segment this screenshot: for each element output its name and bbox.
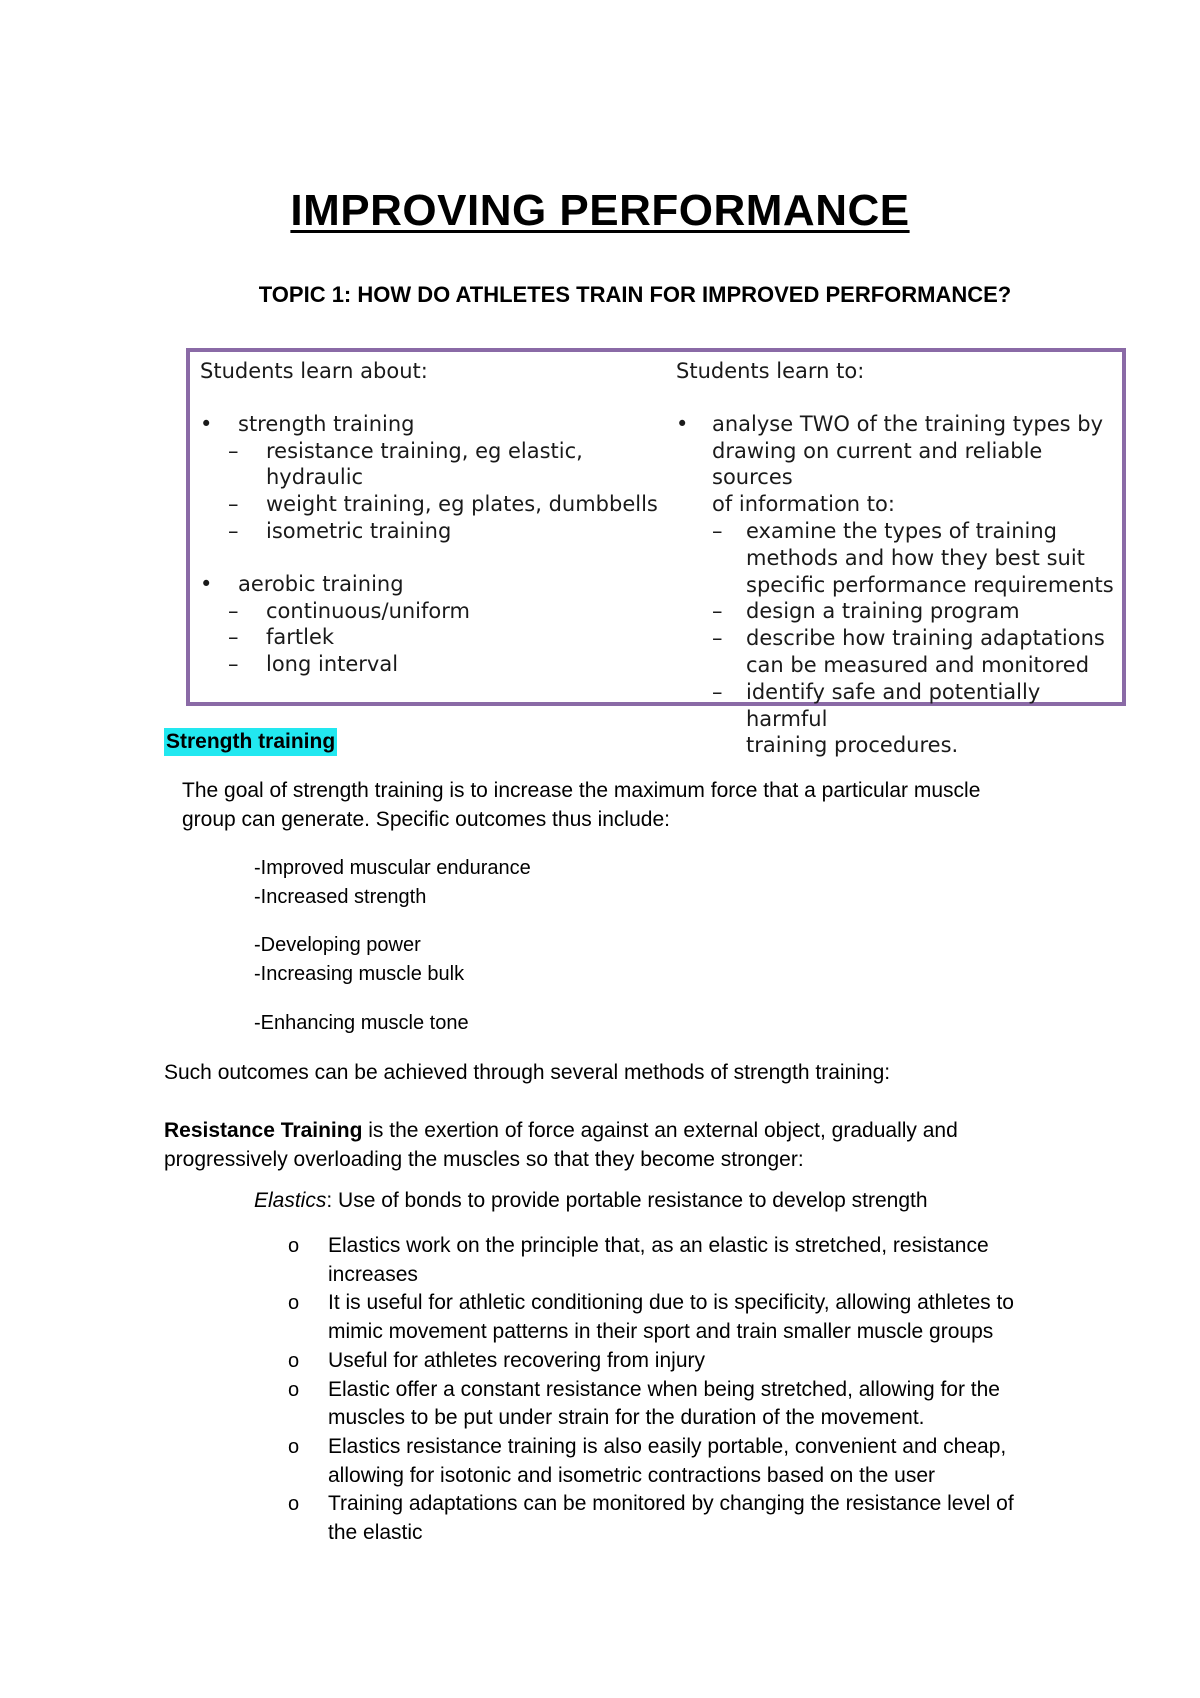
circle-bullet-icon: o <box>288 1378 300 1401</box>
learn-to-subitem-continuation <box>676 572 1116 599</box>
outcome-item: -Increased strength <box>254 886 427 908</box>
learn-to-subitem-continuation <box>676 545 1116 572</box>
learn-about-label: aerobic training <box>238 571 404 596</box>
circle-bullet-icon: o <box>288 1292 300 1315</box>
subitem-text: specific performance requirements <box>746 572 1114 597</box>
learn-about-heading: Students learn about: <box>200 359 428 383</box>
subitem-text: describe how training adaptations <box>746 626 1105 651</box>
circle-bullet-icon: o <box>288 1349 300 1372</box>
subitem-text: identify safe and potentially harmful <box>746 679 1041 731</box>
subitem-text: fartlek <box>266 625 335 650</box>
resistance-training-paragraph <box>164 1116 1044 1174</box>
subitem-text: training procedures. <box>746 733 959 758</box>
learn-to-heading: Students learn to: <box>676 359 865 383</box>
learn-to-subitem <box>676 598 1116 625</box>
outcome-item: -Improved muscular endurance <box>254 857 531 879</box>
list-item <box>288 1433 1028 1490</box>
subitem-text: design a training program <box>746 599 1020 624</box>
page-title: IMPROVING PERFORMANCE <box>290 186 910 235</box>
resistance-training-term: Resistance Training <box>164 1119 363 1142</box>
subitem-text: continuous/uniform <box>266 598 470 623</box>
learn-about-subitem <box>200 624 660 651</box>
list-item-text: It is useful for athletic conditioning due to is specificity, allowing athletes to mimic movement patterns in their sport and train smaller muscle groups <box>328 1291 1014 1344</box>
intro-paragraph: The goal of strength training is to increase the maximum force that a particular muscle group can generate. Specific outcomes thus include: <box>182 779 981 831</box>
bullet-icon: • <box>200 411 213 436</box>
dash-icon: – <box>712 599 723 624</box>
list-item <box>288 1347 1028 1376</box>
outcomes-summary: Such outcomes can be achieved through several methods of strength training: <box>164 1061 891 1084</box>
syllabus-box <box>186 348 1126 758</box>
learn-about-column <box>200 358 660 678</box>
list-item <box>288 1289 1028 1346</box>
elastic-points-list <box>288 1232 1028 1548</box>
dash-icon: – <box>228 438 239 463</box>
learn-to-subitem <box>676 625 1116 652</box>
learn-about-label: strength training <box>238 411 415 436</box>
bullet-icon: • <box>200 571 213 596</box>
dash-icon: – <box>228 652 239 677</box>
learn-about-subitem <box>200 491 660 518</box>
learn-to-subitem <box>676 679 1116 733</box>
learn-to-subitem <box>676 518 1116 545</box>
list-item <box>288 1232 1028 1289</box>
list-item <box>288 1490 1028 1547</box>
learn-to-subitem-continuation <box>676 652 1116 679</box>
list-item-text: Elastics work on the principle that, as an elastic is stretched, resistance increases <box>328 1234 989 1286</box>
subitem-text: hydraulic <box>266 465 364 490</box>
subitem-text: isometric training <box>266 518 452 543</box>
learn-to-column <box>676 358 1116 759</box>
list-item-text: Useful for athletes recovering from injury <box>328 1348 705 1372</box>
bullet-icon: • <box>676 411 689 436</box>
outcome-item: -Increasing muscle bulk <box>254 963 465 985</box>
dash-icon: – <box>712 518 723 543</box>
list-item-text: Elastics resistance training is also easily portable, convenient and cheap, allowing for isotonic and isometric contractions based on the user <box>328 1434 1007 1487</box>
dash-icon: – <box>712 679 723 704</box>
subitem-text: can be measured and monitored <box>746 652 1090 677</box>
dash-icon: – <box>228 492 239 517</box>
learn-to-line <box>676 438 1116 492</box>
learn-about-subitem <box>200 598 660 625</box>
elastics-line <box>254 1186 1074 1215</box>
subitem-text: examine the types of training <box>746 518 1057 543</box>
learn-about-subitem-continuation <box>200 464 660 491</box>
subitem-text: resistance training, eg elastic, <box>266 438 583 463</box>
topic-heading: TOPIC 1: HOW DO ATHLETES TRAIN FOR IMPROVED PERFORMANCE? <box>258 282 1012 307</box>
dash-icon: – <box>228 518 239 543</box>
list-item-text: Elastic offer a constant resistance when being stretched, allowing for the muscles to be put under strain for the duration of the movement. <box>328 1377 1000 1430</box>
outcome-item: -Enhancing muscle tone <box>254 1012 469 1034</box>
learn-to-line <box>676 491 1116 518</box>
list-item-text: Training adaptations can be monitored by changing the resistance level of the elastic <box>328 1492 1014 1545</box>
subitem-text: weight training, eg plates, dumbbells <box>266 492 658 517</box>
subitem-text: methods and how they best suit <box>746 545 1085 570</box>
learn-to-item <box>676 411 1116 438</box>
circle-bullet-icon: o <box>288 1435 300 1458</box>
learn-about-item <box>200 411 660 438</box>
outcome-item: -Developing power <box>254 934 421 956</box>
learn-to-line-text: drawing on current and reliable sources <box>712 438 1043 490</box>
learn-about-subitem <box>200 438 660 465</box>
elastics-term: Elastics <box>254 1189 327 1212</box>
learn-about-item <box>200 571 660 598</box>
circle-bullet-icon: o <box>288 1493 300 1516</box>
list-item <box>288 1376 1028 1433</box>
dash-icon: – <box>712 626 723 651</box>
elastics-definition: : Use of bonds to provide portable resistance to develop strength <box>326 1189 928 1212</box>
learn-about-subitem <box>200 651 660 678</box>
resistance-training-definition: is the exertion of force against an external object, gradually and progressively overloading the muscles so that they become stronger: <box>164 1119 958 1171</box>
learn-to-line-text: of information to: <box>712 492 895 517</box>
section-heading-strength-training: Strength training <box>164 728 337 756</box>
dash-icon: – <box>228 625 239 650</box>
learn-about-subitem <box>200 518 660 545</box>
learn-to-line: analyse TWO of the training types by <box>712 411 1104 436</box>
dash-icon: – <box>228 598 239 623</box>
circle-bullet-icon: o <box>288 1235 300 1257</box>
learn-to-subitem-continuation <box>676 732 1116 759</box>
subitem-text: long interval <box>266 652 399 677</box>
